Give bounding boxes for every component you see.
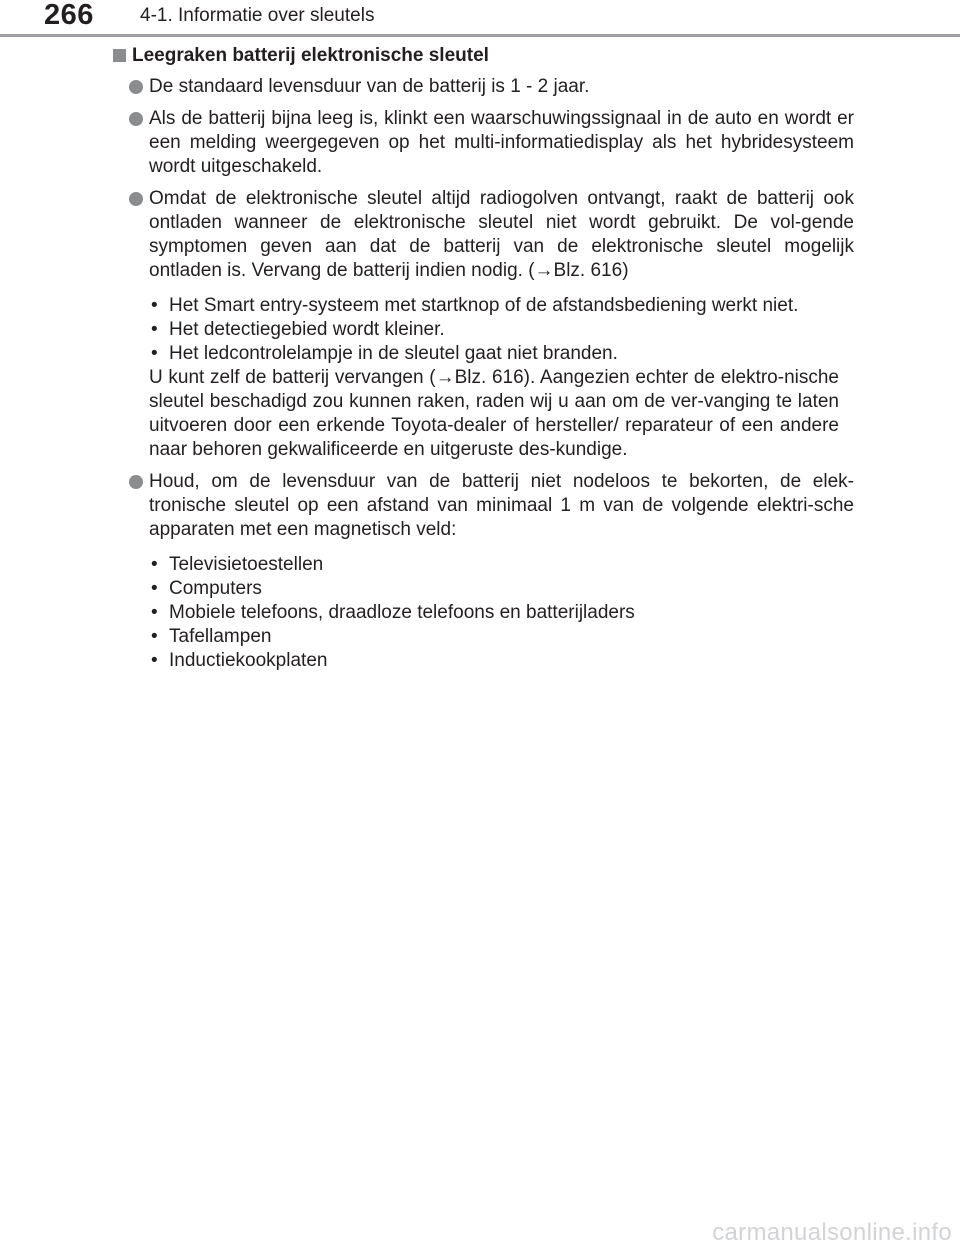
symptom-item: • Het ledcontrolelampje in de sleutel gaat niet branden. (151, 343, 618, 364)
device-item: • Mobiele telefoons, draadloze telefoons en batterijladers (151, 602, 635, 623)
symptom-item: • Het detectiegebied wordt kleiner. (151, 319, 445, 340)
dot-bullet-icon: • (151, 295, 158, 316)
dot-bullet-icon: • (151, 650, 158, 671)
dot-bullet-icon: • (151, 626, 158, 647)
circle-bullet-icon (129, 112, 143, 126)
devices-block (112, 553, 854, 673)
page-header (0, 0, 960, 40)
symptoms-list (149, 294, 854, 366)
dot-bullet-icon: • (151, 343, 158, 364)
circle-bullet-icon (129, 80, 143, 94)
dot-bullet-icon: • (151, 578, 158, 599)
device-item: • Tafellampen (151, 626, 272, 647)
symptoms-block (112, 294, 854, 462)
page-number: 266 (44, 0, 94, 31)
dot-bullet-icon: • (151, 554, 158, 575)
list-item-text: Omdat de elektronische sleutel altijd radiogolven ontvangt, raakt de batterij ook ontladen wanneer de elektronische sleutel niet wordt gebruikt. De vol-gende symptomen geven aan dat de batterij van de elektronische sleutel mogelijk ontladen is. Vervang de batterij indien nodig. (→Blz. 616) (149, 188, 854, 281)
header-divider (0, 34, 960, 37)
square-bullet-icon (113, 49, 126, 62)
list-item (112, 187, 854, 283)
section-heading (112, 44, 854, 68)
devices-list (149, 553, 854, 673)
section-title: 4-1. Informatie over sleutels (140, 5, 375, 26)
watermark: carmanualsonline.info (712, 1219, 952, 1246)
circle-bullet-icon (129, 192, 143, 206)
section-heading-text: Leegraken batterij elektronische sleutel (132, 45, 489, 66)
page-content (112, 44, 854, 681)
dot-bullet-icon: • (151, 602, 158, 623)
list-item (112, 470, 854, 542)
list-item (112, 75, 854, 99)
symptom-item: • Het Smart entry-systeem met startknop of de afstandsbediening werkt niet. (151, 295, 799, 316)
dot-bullet-icon: • (151, 319, 158, 340)
list-item-text: Houd, om de levensduur van de batterij niet nodeloos te bekorten, de elek-tronische sleutel op een afstand van minimaal 1 m van de volgende elektri-sche apparaten met een magnetisch veld: (149, 471, 854, 540)
device-item: • Computers (151, 578, 262, 599)
list-item-text: De standaard levensduur van de batterij is 1 - 2 jaar. (149, 76, 590, 97)
list-item-text: Als de batterij bijna leeg is, klinkt een waarschuwingssignaal in de auto en wordt er een melding weergegeven op het multi-informatiedisplay als het hybridesysteem wordt uitgeschakeld. (149, 108, 854, 177)
circle-bullet-icon (129, 475, 143, 489)
list-item (112, 107, 854, 179)
device-item: • Inductiekookplaten (151, 650, 328, 671)
device-item: • Televisietoestellen (151, 554, 324, 575)
replace-note: U kunt zelf de batterij vervangen (→Blz. 616). Aangezien echter de elektro-nische sleutel beschadigd zou kunnen raken, raden wij u aan om de ver-vanging te laten uitvoeren door een erkende Toyota-dealer of hersteller/ reparateur of een andere naar behoren gekwalificeerde en uitgeruste des-kundige. (149, 367, 839, 460)
